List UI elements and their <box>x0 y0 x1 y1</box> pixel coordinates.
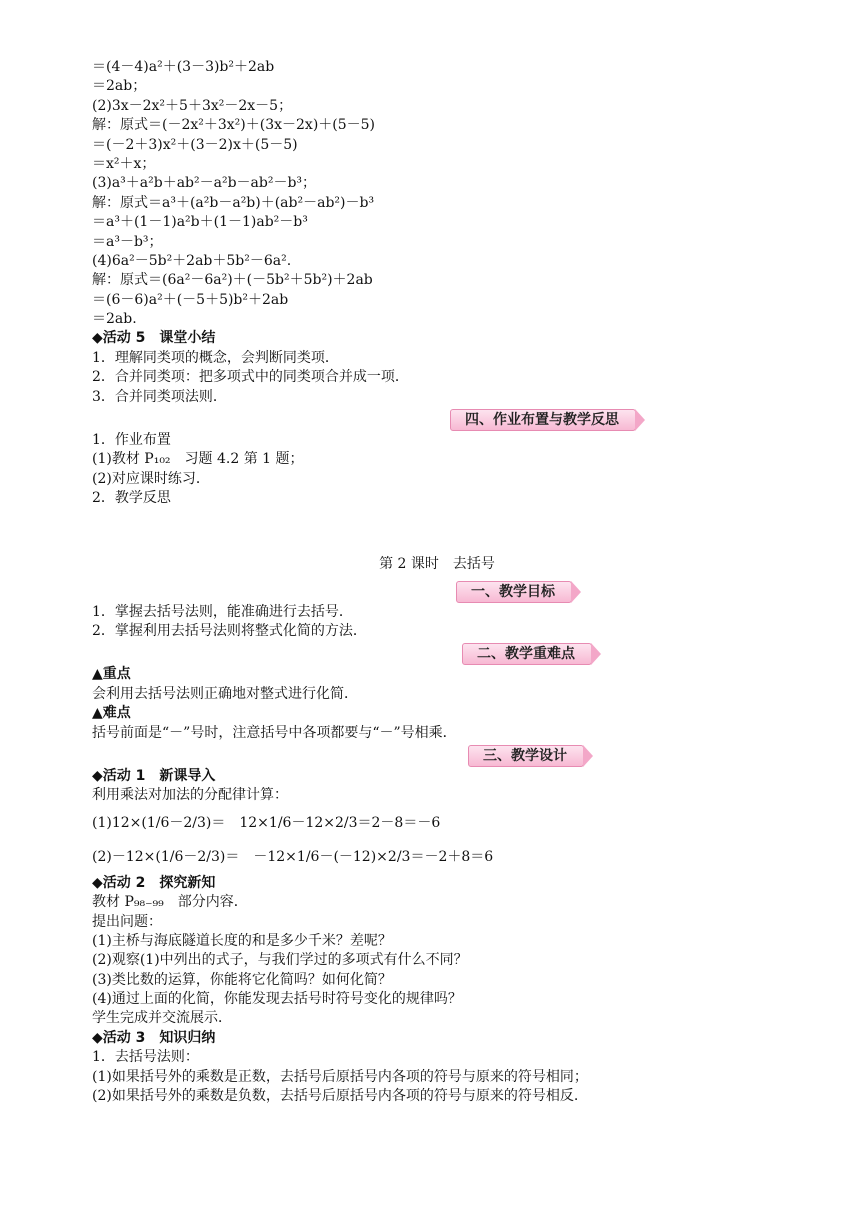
activity2-line: (4)通过上面的化简，你能发现去括号时符号变化的规律吗？ <box>92 991 462 1008</box>
activity3-heading: ◆活动 3 知识归纳 <box>92 1029 216 1046</box>
text-line: (4)6a²－5b²＋2ab＋5b²－6a². <box>92 252 292 269</box>
homework-item: (2)对应课时练习． <box>92 470 210 487</box>
section-banner-goals: 一、教学目标 <box>456 581 572 603</box>
text-line: (3)a³＋a²b＋ab²－a²b－ab²－b³； <box>92 175 317 192</box>
hard-text: 括号前面是“－”号时，注意括号中各项都要与“－”号相乘． <box>92 724 457 741</box>
text-line: 解：原式＝(6a²－6a²)＋(－5b²＋5b²)＋2ab <box>92 272 373 289</box>
summary-item: 2．合并同类项：把多项式中的同类项合并成一项． <box>92 369 409 386</box>
activity5-heading: ◆活动 5 课堂小结 <box>92 330 216 347</box>
text-line: ＝a³－b³； <box>92 233 163 250</box>
lesson-title: 第 2 课时 去括号 <box>379 555 495 572</box>
section-banner-design: 三、教学设计 <box>468 745 584 767</box>
text-line: ＝(－2＋3)x²＋(3－2)x＋(5－5) <box>92 136 298 153</box>
activity2-line: (1)主桥与海底隧道长度的和是多少千米？差呢？ <box>92 932 392 949</box>
goal-item: 1．掌握去括号法则，能准确进行去括号． <box>92 603 353 620</box>
calc-line-1: (1)12×(1/6－2/3)＝ 12×1/6－12×2/3＝2－8＝－6 <box>92 814 455 831</box>
text-line: ＝a³＋(1－1)a²b＋(1－1)ab²－b³ <box>92 214 308 231</box>
text-line: ＝2ab； <box>92 78 147 95</box>
calc-line-2: (2)－12×(1/6－2/3)＝ －12×1/6－(－12)×2/3＝－2＋8＝6 <box>92 848 508 865</box>
key-text: 会利用去括号法则正确地对整式进行化简． <box>92 685 358 702</box>
activity1-intro: 利用乘法对加法的分配律计算： <box>92 787 288 804</box>
section-banner-row <box>92 743 782 767</box>
section-banner-homework: 四、作业布置与教学反思 <box>450 409 636 431</box>
hard-label: ▲难点 <box>92 705 131 722</box>
section-banner-difficulty: 二、教学重难点 <box>462 643 592 665</box>
activity2-line: (3)类比数的运算，你能将它化简吗？如何化简？ <box>92 971 392 988</box>
text-line: ＝(6－6)a²＋(－5＋5)b²＋2ab <box>92 291 289 308</box>
goal-item: 2．掌握利用去括号法则将整式化简的方法． <box>92 622 367 639</box>
text-line: 解：原式＝a³＋(a²b－a²b)＋(ab²－ab²)－b³ <box>92 194 375 211</box>
activity3-line: (2)如果括号外的乘数是负数，去括号后原括号内各项的符号与原来的符号相反. <box>92 1088 579 1105</box>
document-page <box>92 58 782 1106</box>
activity2-line: (2)观察(1)中列出的式子，与我们学过的多项式有什么不同？ <box>92 952 468 969</box>
text-line: ＝(4－4)a²＋(3－3)b²＋2ab <box>92 59 275 75</box>
activity3-line: 1．去括号法则： <box>92 1049 199 1066</box>
key-label: ▲重点 <box>92 666 131 683</box>
text-line: 解：原式＝(－2x²＋3x²)＋(3x－2x)＋(5－5) <box>92 117 376 134</box>
section-banner-row <box>92 579 782 603</box>
solution-lines <box>92 58 782 329</box>
summary-item: 1．理解同类项的概念，会判断同类项． <box>92 349 339 366</box>
activity1-heading: ◆活动 1 新课导入 <box>92 767 216 784</box>
activity3-line: (1)如果括号外的乘数是正数，去括号后原括号内各项的符号与原来的符号相同； <box>92 1068 588 1085</box>
homework-item: (1)教材 P₁₀₂ 习题 4.2 第 1 题； <box>92 451 304 468</box>
activity2-heading: ◆活动 2 探究新知 <box>92 874 216 891</box>
homework-item: 2．教学反思 <box>92 490 171 507</box>
activity2-line: 提出问题： <box>92 913 162 930</box>
activity2-line: 教材 P₉₈₋₉₉ 部分内容． <box>92 894 248 911</box>
section-banner-row <box>92 407 782 431</box>
text-line: ＝x²＋x； <box>92 155 156 172</box>
summary-item: 3．合并同类项法则． <box>92 388 227 405</box>
text-line: ＝2ab. <box>92 311 137 328</box>
homework-item: 1．作业布置 <box>92 432 171 449</box>
text-line: (2)3x－2x²＋5＋3x²－2x－5； <box>92 97 293 114</box>
activity2-line: 学生完成并交流展示． <box>92 1010 232 1027</box>
section-banner-row <box>92 641 782 665</box>
